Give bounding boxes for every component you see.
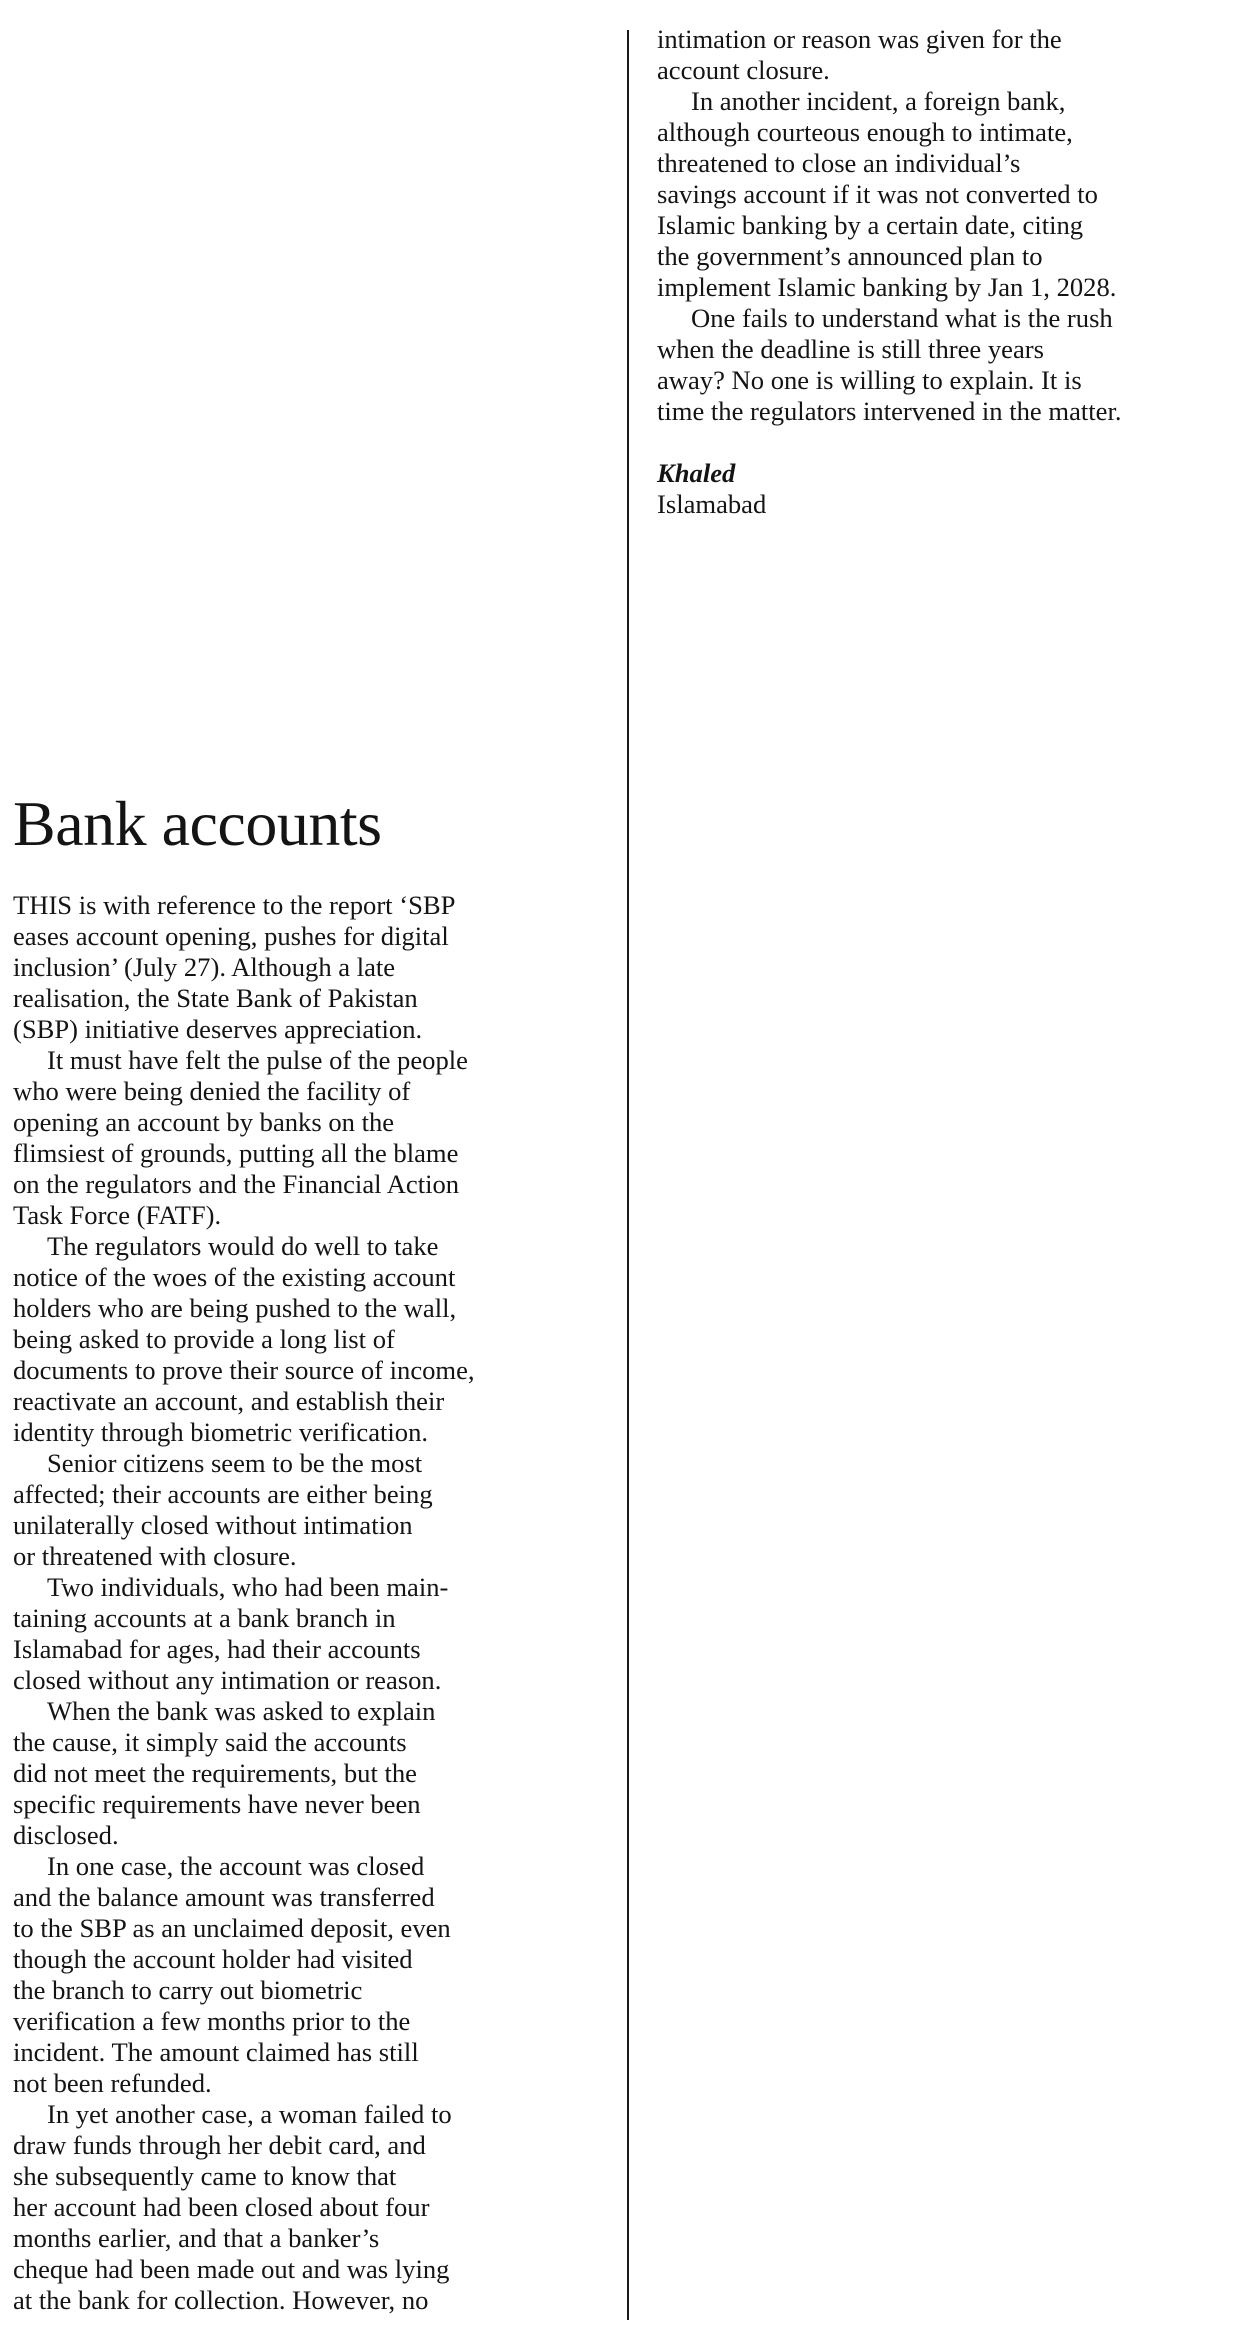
- column-divider: [627, 30, 629, 2320]
- text-line: flimsiest of grounds, putting all the blame: [13, 1138, 459, 1168]
- text-line: cheque had been made out and was lying: [13, 2254, 450, 2284]
- text-line: identity through biometric verification.: [13, 1417, 429, 1447]
- text-line: or threatened with closure.: [13, 1541, 297, 1571]
- text-line: being asked to provide a long list of: [13, 1324, 395, 1354]
- right-column: [657, 24, 1247, 520]
- text-line: although courteous enough to intimate,: [657, 117, 1073, 147]
- text-line: reactivate an account, and establish their: [13, 1386, 445, 1416]
- text-line: specific requirements have never been: [13, 1789, 421, 1819]
- paragraph-first-line: In yet another case, a woman failed to: [47, 2099, 452, 2129]
- text-line: taining accounts at a bank branch in: [13, 1603, 396, 1633]
- text-line: eases account opening, pushes for digital: [13, 921, 449, 951]
- paragraph-first-line: The regulators would do well to take: [47, 1231, 439, 1261]
- paragraph-first-line: One fails to understand what is the rush: [691, 303, 1113, 333]
- text-line: her account had been closed about four: [13, 2192, 430, 2222]
- text-line: inclusion’ (July 27). Although a late: [13, 952, 396, 982]
- paragraph-first-line: In another incident, a foreign bank,: [691, 86, 1066, 116]
- text-line: notice of the woes of the existing account: [13, 1262, 456, 1292]
- left-column: [13, 0, 609, 2338]
- text-line: not been refunded.: [13, 2068, 212, 2098]
- text-line: documents to prove their source of income,: [13, 1355, 475, 1385]
- paragraph-first-line: When the bank was asked to explain: [47, 1696, 436, 1726]
- text-line: affected; their accounts are either being: [13, 1479, 433, 1509]
- paragraph-first-line: Senior citizens seem to be the most: [47, 1448, 423, 1478]
- text-line: closed without any intimation or reason.: [13, 1665, 442, 1695]
- text-line: verification a few months prior to the: [13, 2006, 411, 2036]
- letter-signoff: [657, 458, 1247, 520]
- text-line: implement Islamic banking by Jan 1, 2028.: [657, 272, 1117, 302]
- text-line: the branch to carry out biometric: [13, 1975, 363, 2005]
- text-line: account closure.: [657, 55, 830, 85]
- text-line: incident. The amount claimed has still: [13, 2037, 419, 2067]
- text-line: on the regulators and the Financial Action: [13, 1169, 460, 1199]
- right-column-body: [657, 24, 1247, 427]
- text-line: Islamic banking by a certain date, citing: [657, 210, 1084, 240]
- text-line: to the SBP as an unclaimed deposit, even: [13, 1913, 451, 1943]
- text-line: Islamabad for ages, had their accounts: [13, 1634, 421, 1664]
- text-line: the cause, it simply said the accounts: [13, 1727, 407, 1757]
- paragraph-first-line: Two individuals, who had been main-: [47, 1572, 449, 1602]
- text-line: when the deadline is still three years: [657, 334, 1044, 364]
- text-line: and the balance amount was transferred: [13, 1882, 435, 1912]
- text-line: at the bank for collection. However, no: [13, 2285, 429, 2315]
- text-line: time the regulators intervened in the matter.: [657, 396, 1122, 426]
- text-line: opening an account by banks on the: [13, 1107, 395, 1137]
- text-line: draw funds through her debit card, and: [13, 2130, 426, 2160]
- text-line: intimation or reason was given for the: [657, 24, 1062, 54]
- text-line: the government’s announced plan to: [657, 241, 1043, 271]
- paragraph-first-line: In one case, the account was closed: [47, 1851, 425, 1881]
- text-line: (SBP) initiative deserves appreciation.: [13, 1014, 423, 1044]
- text-line: she subsequently came to know that: [13, 2161, 397, 2191]
- article-headline: Bank accounts: [13, 788, 382, 859]
- text-line: months earlier, and that a banker’s: [13, 2223, 380, 2253]
- text-line: savings account if it was not converted to: [657, 179, 1098, 209]
- text-line: disclosed.: [13, 1820, 119, 1850]
- text-line: THIS is with reference to the report ‘SBP: [13, 890, 456, 920]
- text-line: realisation, the State Bank of Pakistan: [13, 983, 418, 1013]
- text-line: away? No one is willing to explain. It is: [657, 365, 1082, 395]
- author-location: Islamabad: [657, 489, 767, 519]
- text-line: who were being denied the facility of: [13, 1076, 411, 1106]
- text-line: Task Force (FATF).: [13, 1200, 222, 1230]
- text-line: though the account holder had visited: [13, 1944, 413, 1974]
- text-line: did not meet the requirements, but the: [13, 1758, 417, 1788]
- paragraph-first-line: It must have felt the pulse of the people: [47, 1045, 468, 1075]
- text-line: unilaterally closed without intimation: [13, 1510, 413, 1540]
- text-line: holders who are being pushed to the wall,: [13, 1293, 457, 1323]
- left-column-body: [13, 890, 609, 2316]
- text-line: threatened to close an individual’s: [657, 148, 1021, 178]
- author-name: Khaled: [657, 458, 736, 488]
